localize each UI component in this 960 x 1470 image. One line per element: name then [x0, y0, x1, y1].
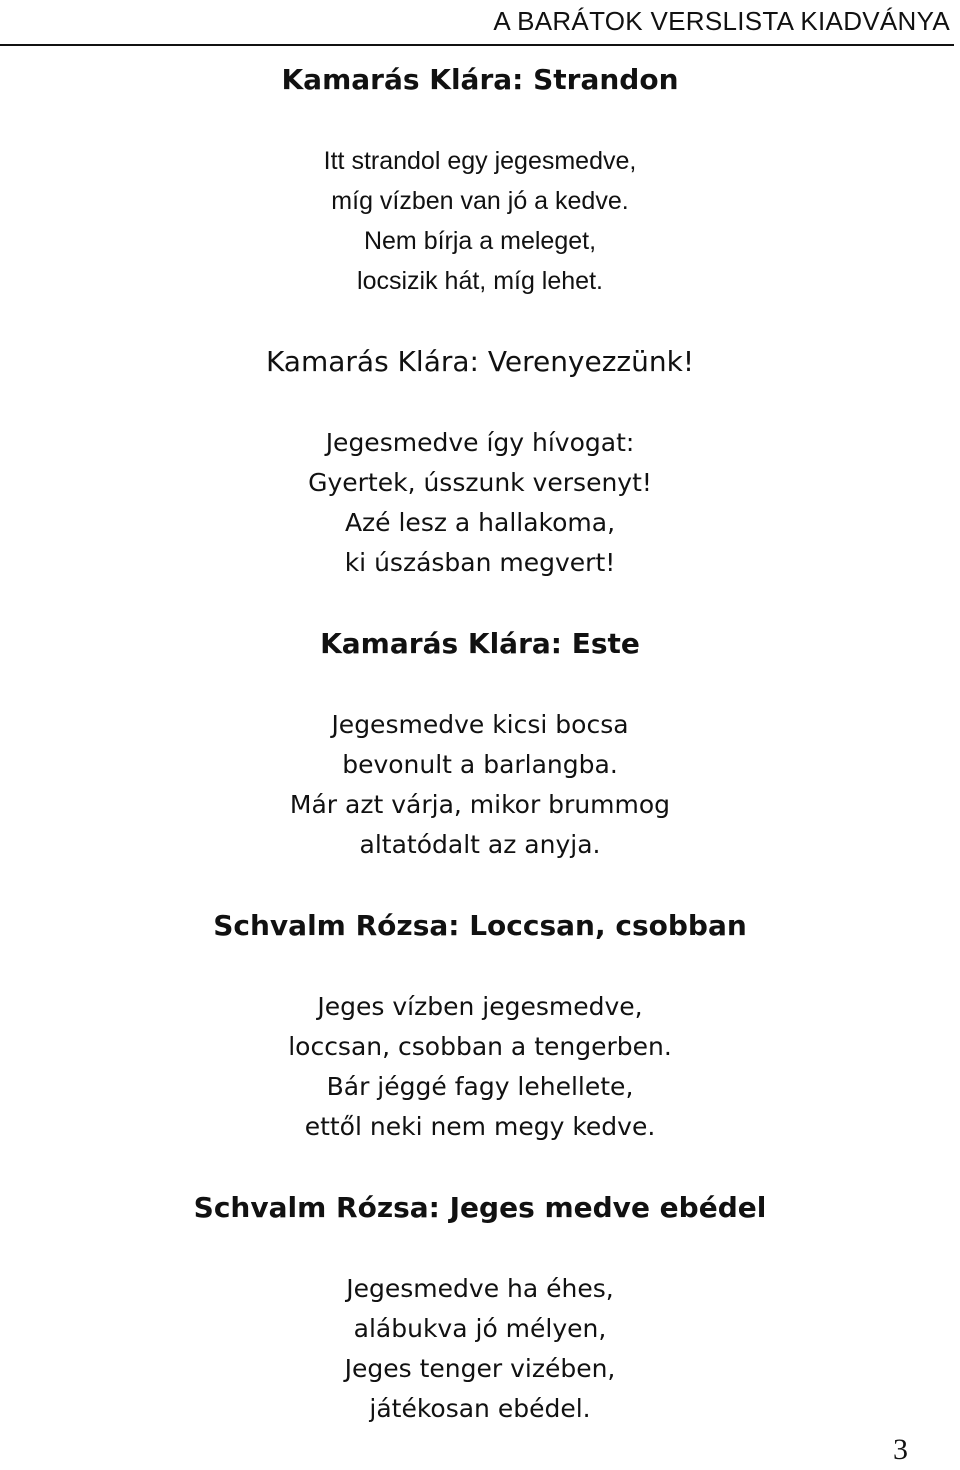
- poem-verse: [0, 1269, 960, 1429]
- verse-line: Gyertek, ússzunk versenyt!: [308, 468, 652, 497]
- poem-verse: [0, 141, 960, 301]
- poem-verse: [0, 705, 960, 865]
- poem-verse: [0, 987, 960, 1147]
- verse-line: Azé lesz a hallakoma,: [344, 508, 616, 537]
- verse-line: ettől neki nem megy kedve.: [304, 1112, 656, 1141]
- verse-line: loccsan, csobban a tengerben.: [288, 1032, 672, 1061]
- poem-title: Kamarás Klára: Strandon: [281, 63, 679, 96]
- poem-strandon: [0, 60, 960, 301]
- verse-line: Jegesmedve így hívogat:: [325, 428, 635, 457]
- verse-line: Már azt várja, mikor brummog: [289, 790, 671, 819]
- verse-line: Itt strandol egy jegesmedve,: [323, 147, 637, 175]
- poem-title: Schvalm Rózsa: Jeges medve ebédel: [193, 1191, 767, 1224]
- poem-verse: [0, 423, 960, 583]
- poem-este: [0, 624, 960, 865]
- page-number: 3: [893, 1433, 908, 1466]
- verse-line: Jegesmedve kicsi bocsa: [331, 710, 629, 739]
- poem-jeges-medve-ebedel: [0, 1188, 960, 1429]
- poem-title: Kamarás Klára: Verenyezzünk!: [265, 345, 695, 378]
- publication-title: A BARÁTOK VERSLISTA KIADVÁNYA: [493, 6, 950, 36]
- verse-line: altatódalt az anyja.: [359, 830, 601, 859]
- verse-line: bevonult a barlangba.: [342, 750, 618, 779]
- verse-line: Jeges tenger vizében,: [344, 1354, 616, 1383]
- poem-title: Schvalm Rózsa: Loccsan, csobban: [213, 909, 747, 942]
- page-header: [0, 0, 960, 50]
- verse-line: Bár jéggé fagy lehellete,: [326, 1072, 634, 1101]
- poem-verenyezzunk: [0, 342, 960, 583]
- verse-line: míg vízben van jó a kedve.: [331, 187, 629, 215]
- poem-loccsan-csobban: [0, 906, 960, 1147]
- verse-line: ki úszásban megvert!: [344, 548, 616, 577]
- verse-line: Jegesmedve ha éhes,: [346, 1274, 614, 1303]
- poem-collection: [0, 60, 960, 1470]
- poem-title: Kamarás Klára: Este: [320, 627, 640, 660]
- verse-line: alábukva jó mélyen,: [353, 1314, 607, 1343]
- header-divider: [0, 44, 954, 46]
- verse-line: játékosan ebédel.: [369, 1394, 591, 1423]
- verse-line: locsizik hát, míg lehet.: [357, 267, 603, 295]
- verse-line: Nem bírja a meleget,: [363, 227, 597, 255]
- verse-line: Jeges vízben jegesmedve,: [317, 992, 643, 1021]
